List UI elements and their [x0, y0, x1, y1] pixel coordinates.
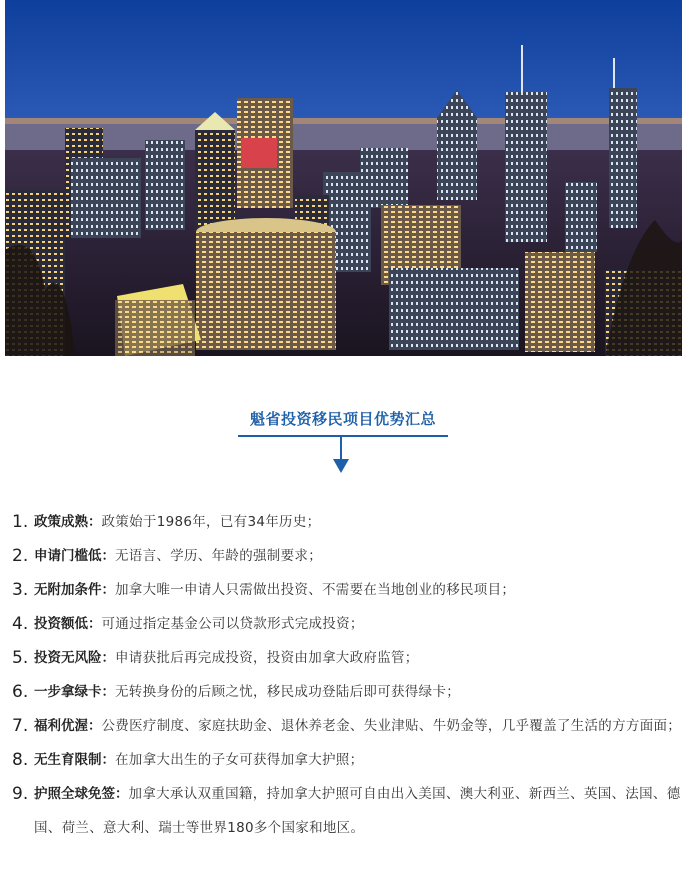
item-text: 政策始于1986年，已有34年历史； [101, 514, 321, 530]
item-label: 护照全球免签： [34, 786, 129, 802]
list-item [12, 709, 682, 743]
hero-image [5, 0, 682, 356]
item-label: 福利优渥： [34, 718, 102, 734]
item-text: 可通过指定基金公司以贷款形式完成投资； [101, 616, 364, 632]
item-number: 8. [12, 750, 29, 770]
item-number: 5. [12, 648, 29, 668]
section-title: 魁省投资移民项目优势汇总 [249, 410, 436, 428]
list-item [12, 539, 682, 573]
item-label: 无生育限制： [34, 752, 115, 768]
item-label: 申请门槛低： [34, 548, 115, 564]
item-label: 无附加条件： [34, 582, 115, 598]
item-number: 7. [12, 716, 29, 736]
arrow-stem [340, 437, 342, 461]
item-number: 2. [12, 546, 29, 566]
item-text: 加拿大唯一申请人只需做出投资、不需要在当地创业的移民项目； [115, 582, 516, 598]
list-item [12, 743, 682, 777]
list-item [12, 641, 682, 675]
item-label: 投资额低： [34, 616, 102, 632]
title-underline [238, 435, 448, 437]
advantages-list [12, 505, 682, 845]
item-text: 公费医疗制度、家庭扶助金、退休养老金、失业津贴、牛奶金等，几乎覆盖了生活的方方面面； [101, 718, 682, 734]
list-item [12, 675, 682, 709]
item-label: 投资无风险： [34, 650, 115, 666]
list-item [12, 777, 682, 845]
item-label: 政策成熟： [34, 514, 102, 530]
city-skyline-night-photo [5, 0, 682, 356]
item-number: 4. [12, 614, 29, 634]
item-text: 无语言、学历、年龄的强制要求； [115, 548, 322, 564]
item-text: 加拿大承认双重国籍，持加拿大护照可自由出入美国、澳大利亚、新西兰、英国、法国、德国、荷兰、意大利、瑞士等世界180多个国家和地区。 [34, 786, 681, 836]
item-text: 无转换身份的后顾之忧，移民成功登陆后即可获得绿卡； [115, 684, 460, 700]
list-item [12, 573, 682, 607]
item-number: 3. [12, 580, 29, 600]
list-item [12, 607, 682, 641]
item-number: 1. [12, 512, 29, 532]
item-text: 申请获批后再完成投资，投资由加拿大政府监管； [115, 650, 419, 666]
item-label: 一步拿绿卡： [34, 684, 115, 700]
item-number: 6. [12, 682, 29, 702]
item-text: 在加拿大出生的子女可获得加拿大护照； [115, 752, 364, 768]
down-arrow-icon [333, 459, 349, 473]
list-item [12, 505, 682, 539]
item-number: 9. [12, 784, 29, 804]
section-header [0, 408, 689, 478]
